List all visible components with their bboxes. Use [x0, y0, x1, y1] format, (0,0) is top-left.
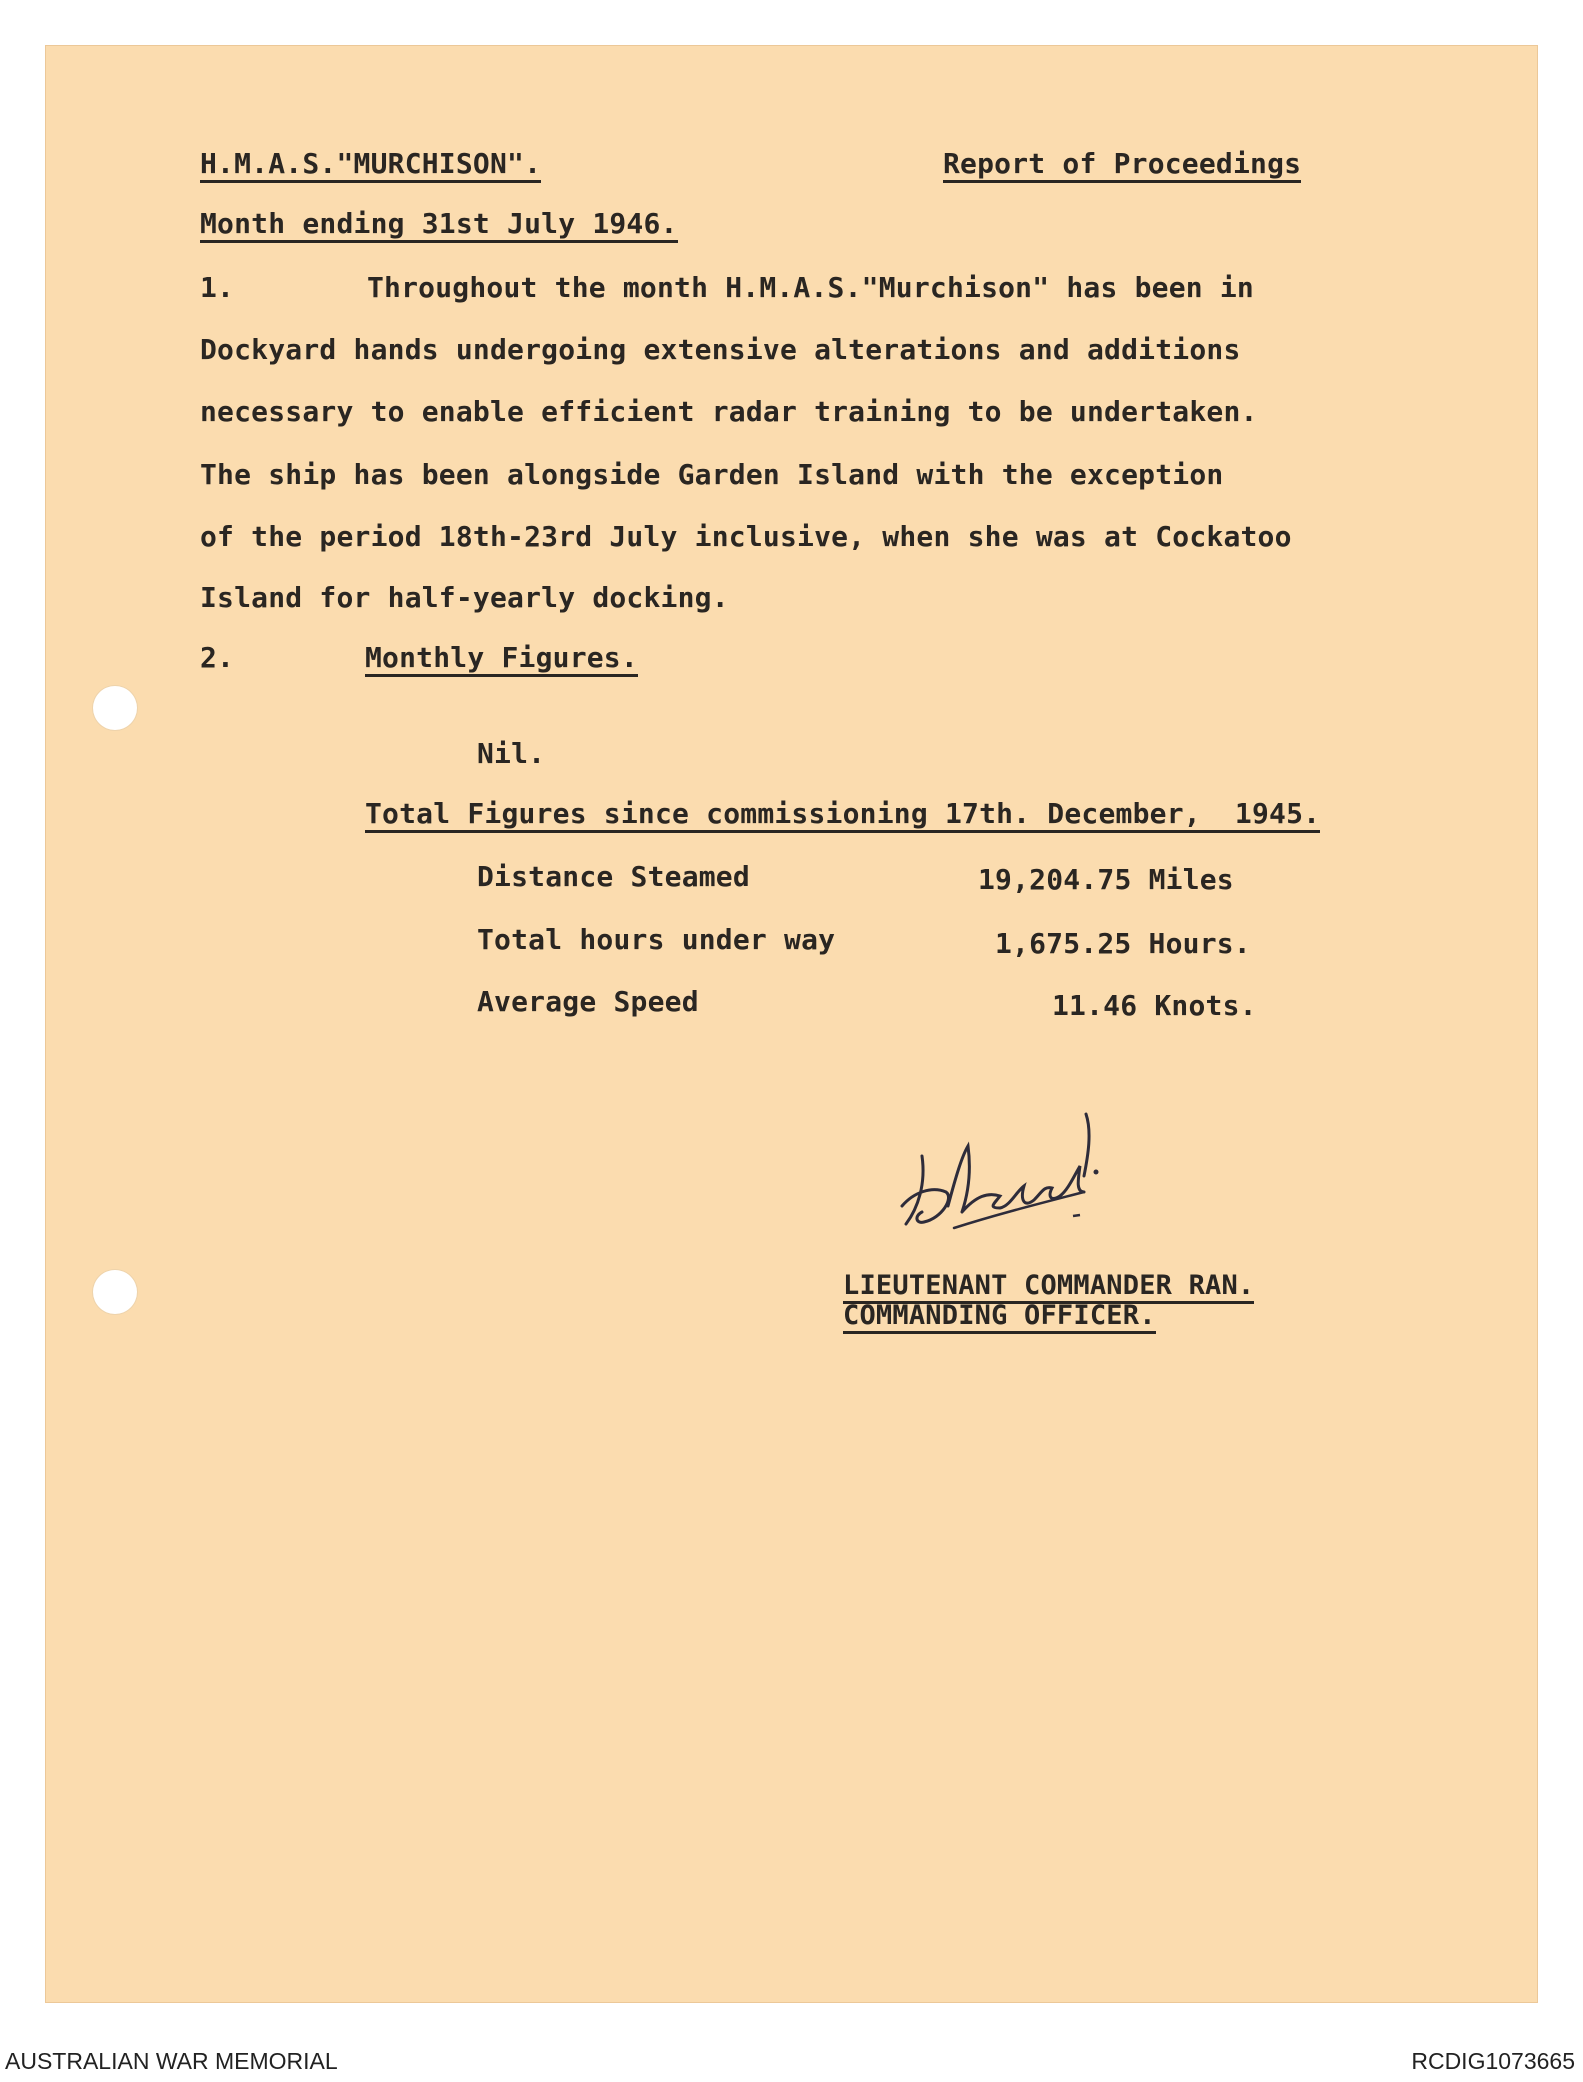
figure-label: Distance Steamed	[477, 860, 750, 893]
footer-institution: AUSTRALIAN WAR MEMORIAL	[5, 2048, 338, 2074]
monthly-figures-value: Nil.	[477, 737, 546, 770]
punch-hole-bottom	[93, 1270, 137, 1314]
monthly-figures-heading: Monthly Figures.	[365, 644, 638, 677]
figure-label: Average Speed	[477, 985, 699, 1018]
para1-line: necessary to enable efficient radar training to be undertaken.	[200, 395, 1258, 428]
para1-line: of the period 18th-23rd July inclusive, when she was at Cockatoo	[200, 520, 1292, 553]
report-title: Report of Proceedings	[943, 150, 1301, 183]
figure-label: Total hours under way	[477, 923, 836, 956]
punch-hole-top	[93, 686, 137, 730]
para1-line: Island for half-yearly docking.	[200, 581, 729, 614]
report-period: Month ending 31st July 1946.	[200, 210, 678, 243]
signatory-rank: LIEUTENANT COMMANDER RAN.	[843, 1272, 1254, 1304]
handwritten-signature	[888, 1096, 1138, 1246]
figure-value: 19,204.75 Miles	[978, 863, 1234, 896]
ship-name-heading: H.M.A.S."MURCHISON".	[200, 150, 541, 183]
figure-value: 1,675.25 Hours.	[995, 927, 1251, 960]
para1-line: Throughout the month H.M.A.S."Murchison" has been in	[367, 271, 1254, 304]
footer-record-id: RCDIG1073665	[1411, 2048, 1575, 2074]
para1-number: 1.	[200, 271, 235, 304]
para1-line: The ship has been alongside Garden Island with the exception	[200, 458, 1224, 491]
para2-number: 2.	[200, 641, 235, 674]
figure-value: 11.46 Knots.	[1052, 989, 1257, 1022]
para1-line: Dockyard hands undergoing extensive alterations and additions	[200, 333, 1241, 366]
signatory-role: COMMANDING OFFICER.	[843, 1302, 1156, 1334]
total-figures-heading: Total Figures since commissioning 17th. December, 1945.	[365, 800, 1320, 833]
